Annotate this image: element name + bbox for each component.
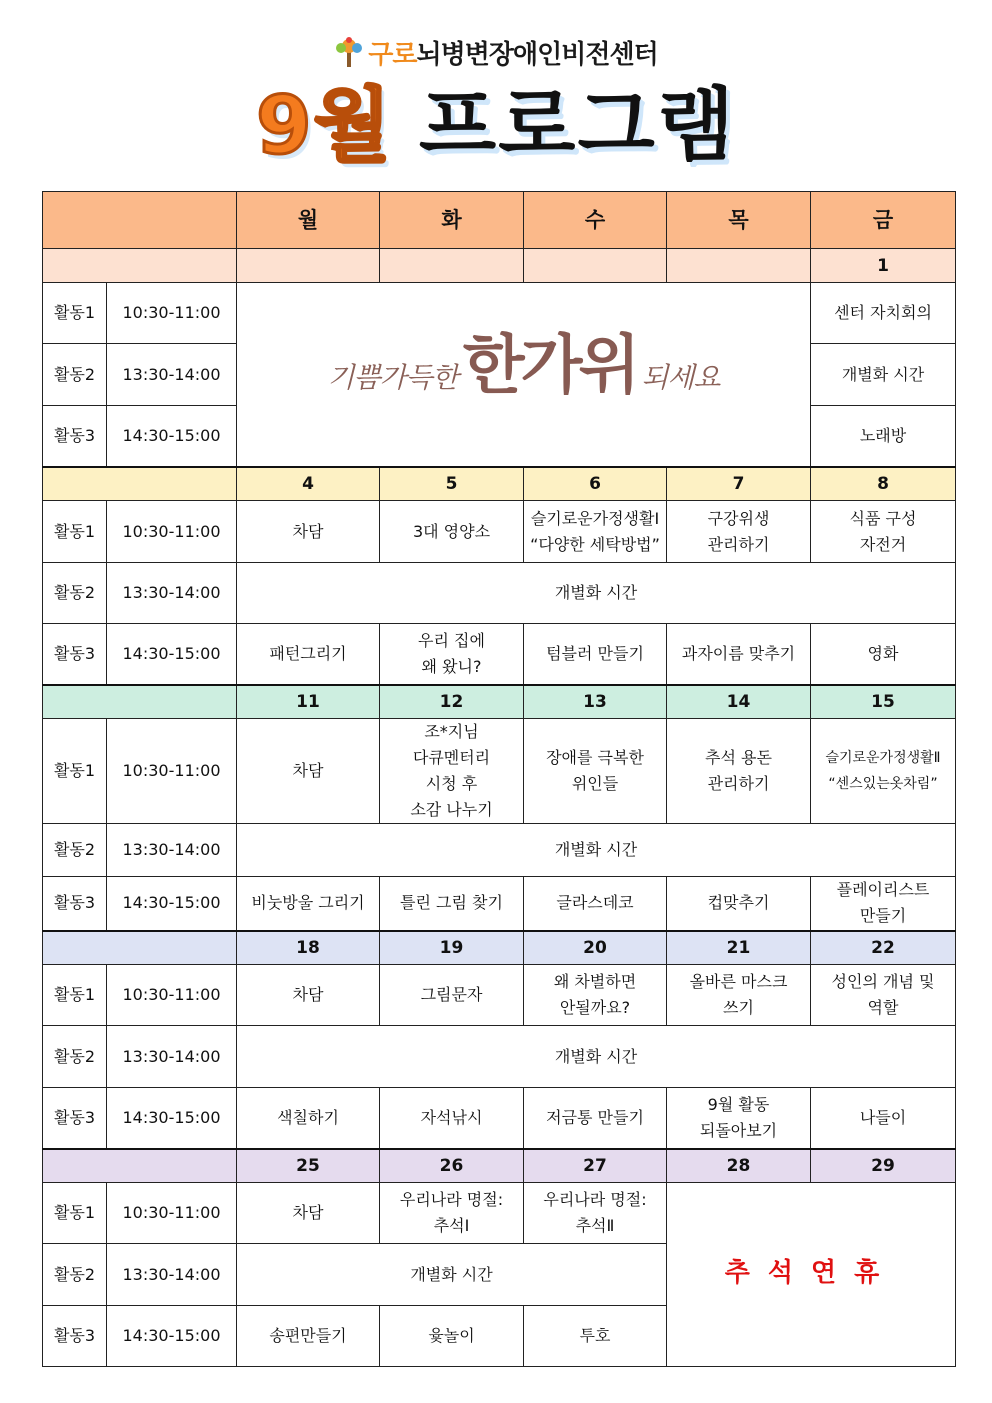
date-row-blank (43, 685, 237, 719)
time-label: 13:30-14:00 (107, 344, 237, 406)
date-cell: 21 (667, 931, 811, 965)
program-cell: 글라스데코 (524, 877, 667, 931)
program-cell: 윷놀이 (380, 1306, 524, 1367)
activity-label: 활동3 (43, 624, 107, 685)
activity-label: 활동1 (43, 501, 107, 563)
activity-label: 활동2 (43, 344, 107, 406)
program-cell: 식품 구성 자전거 (811, 501, 956, 563)
time-label: 13:30-14:00 (107, 824, 237, 877)
date-cell: 4 (237, 467, 380, 501)
page-header (0, 0, 992, 190)
activity-label: 활동2 (43, 1026, 107, 1088)
date-cell (524, 249, 667, 283)
week3-activity1-row (43, 719, 956, 824)
activity-label: 활동1 (43, 719, 107, 824)
day-mon: 월 (237, 192, 380, 249)
week4-activity3-row (43, 1088, 956, 1149)
week2-activity3-row (43, 624, 956, 685)
program-cell: 색칠하기 (237, 1088, 380, 1149)
time-label: 14:30-15:00 (107, 1088, 237, 1149)
program-cell: 그림문자 (380, 965, 524, 1026)
weekday-header-row (43, 192, 956, 249)
program-cell: 9월 활동 되돌아보기 (667, 1088, 811, 1149)
day-tue: 화 (380, 192, 524, 249)
week1-activity1-row (43, 283, 956, 344)
week4-date-row (43, 931, 956, 965)
time-label: 10:30-11:00 (107, 501, 237, 563)
week3-date-row (43, 685, 956, 719)
date-cell (667, 249, 811, 283)
chuseok-holiday-cell (667, 1183, 956, 1367)
week1-date-row (43, 249, 956, 283)
program-cell: 틀린 그림 찾기 (380, 877, 524, 931)
program-cell: 노래방 (811, 406, 956, 467)
program-cell-individual: 개별화 시간 (237, 1026, 956, 1088)
program-cell: 패턴그리기 (237, 624, 380, 685)
title-month: 9월 (255, 79, 393, 172)
program-cell: 차담 (237, 1183, 380, 1244)
title-program: 프로그램 (418, 79, 737, 172)
program-cell: 차담 (237, 719, 380, 824)
program-cell: 우리나라 명절: 추석Ⅱ (524, 1183, 667, 1244)
greeting-text-big: 한가위 (462, 328, 637, 404)
time-label: 10:30-11:00 (107, 283, 237, 344)
date-cell: 6 (524, 467, 667, 501)
date-row-blank (43, 467, 237, 501)
week4-activity1-row (43, 965, 956, 1026)
day-thu: 목 (667, 192, 811, 249)
week5-date-row (43, 1149, 956, 1183)
program-cell: 비눗방울 그리기 (237, 877, 380, 931)
program-cell-individual: 개별화 시간 (237, 824, 956, 877)
program-cell: 왜 차별하면 안될까요? (524, 965, 667, 1026)
program-cell: 슬기로운가정생활Ⅱ “센스있는옷차림” (811, 719, 956, 824)
program-cell: 성인의 개념 및 역할 (811, 965, 956, 1026)
date-cell: 22 (811, 931, 956, 965)
header-blank (43, 192, 237, 249)
week3-activity3-row (43, 877, 956, 931)
greeting-text-2: 되세요 (641, 361, 720, 395)
week5-activity1-row (43, 1183, 956, 1244)
program-cell: 센터 자치회의 (811, 283, 956, 344)
program-cell: 슬기로운가정생활Ⅰ “다양한 세탁방법” (524, 501, 667, 563)
date-cell: 15 (811, 685, 956, 719)
program-cell: 우리나라 명절: 추석Ⅰ (380, 1183, 524, 1244)
program-cell-individual: 개별화 시간 (237, 1244, 667, 1306)
program-cell: 개별화 시간 (811, 344, 956, 406)
program-cell: 자석낚시 (380, 1088, 524, 1149)
program-cell: 조*지님 다큐멘터리 시청 후 소감 나누기 (380, 719, 524, 824)
day-wed: 수 (524, 192, 667, 249)
date-cell: 1 (811, 249, 956, 283)
activity-label: 활동1 (43, 965, 107, 1026)
org-name-rest: 뇌병변장애인비전센터 (416, 40, 658, 70)
time-label: 14:30-15:00 (107, 877, 237, 931)
date-cell (237, 249, 380, 283)
org-name-prefix: 구로 (368, 40, 417, 70)
organization-name (0, 34, 992, 75)
date-cell: 8 (811, 467, 956, 501)
program-cell: 텀블러 만들기 (524, 624, 667, 685)
program-cell: 컵맞추기 (667, 877, 811, 931)
week3-activity2-row (43, 824, 956, 877)
week2-activity1-row (43, 501, 956, 563)
greeting-text-1: 기쁨가득한 (327, 361, 458, 395)
time-label: 13:30-14:00 (107, 1026, 237, 1088)
activity-label: 활동3 (43, 877, 107, 931)
activity-label: 활동3 (43, 1306, 107, 1367)
program-cell: 플레이리스트 만들기 (811, 877, 956, 931)
date-cell: 13 (524, 685, 667, 719)
week2-date-row (43, 467, 956, 501)
time-label: 13:30-14:00 (107, 1244, 237, 1306)
activity-label: 활동1 (43, 283, 107, 344)
program-cell-individual: 개별화 시간 (237, 563, 956, 624)
page-title (0, 78, 992, 174)
date-cell: 20 (524, 931, 667, 965)
time-label: 14:30-15:00 (107, 1306, 237, 1367)
time-label: 14:30-15:00 (107, 624, 237, 685)
date-cell: 19 (380, 931, 524, 965)
program-cell: 영화 (811, 624, 956, 685)
date-cell: 18 (237, 931, 380, 965)
program-cell: 3대 영양소 (380, 501, 524, 563)
time-label: 10:30-11:00 (107, 965, 237, 1026)
program-cell: 구강위생 관리하기 (667, 501, 811, 563)
date-cell (380, 249, 524, 283)
date-cell: 14 (667, 685, 811, 719)
program-cell: 나들이 (811, 1088, 956, 1149)
date-cell: 27 (524, 1149, 667, 1183)
date-cell: 12 (380, 685, 524, 719)
program-cell: 차담 (237, 965, 380, 1026)
tree-logo-icon (334, 36, 364, 75)
activity-label: 활동2 (43, 563, 107, 624)
program-cell: 과자이름 맞추기 (667, 624, 811, 685)
date-row-blank (43, 249, 237, 283)
date-row-blank (43, 1149, 237, 1183)
activity-label: 활동1 (43, 1183, 107, 1244)
week4-activity2-row (43, 1026, 956, 1088)
time-label: 10:30-11:00 (107, 719, 237, 824)
program-cell: 올바른 마스크 쓰기 (667, 965, 811, 1026)
holiday-greeting-art (237, 283, 811, 467)
schedule-table (42, 191, 956, 1367)
chuseok-holiday-label: 추석연휴 (724, 1258, 898, 1288)
day-fri: 금 (811, 192, 956, 249)
activity-label: 활동3 (43, 1088, 107, 1149)
date-cell: 5 (380, 467, 524, 501)
activity-label: 활동2 (43, 824, 107, 877)
date-row-blank (43, 931, 237, 965)
date-cell: 28 (667, 1149, 811, 1183)
week2-activity2-row (43, 563, 956, 624)
date-cell: 25 (237, 1149, 380, 1183)
date-cell: 11 (237, 685, 380, 719)
date-cell: 7 (667, 467, 811, 501)
time-label: 10:30-11:00 (107, 1183, 237, 1244)
program-cell: 우리 집에 왜 왔니? (380, 624, 524, 685)
time-label: 14:30-15:00 (107, 406, 237, 467)
program-cell: 저금통 만들기 (524, 1088, 667, 1149)
program-cell: 송편만들기 (237, 1306, 380, 1367)
date-cell: 26 (380, 1149, 524, 1183)
time-label: 13:30-14:00 (107, 563, 237, 624)
program-cell: 차담 (237, 501, 380, 563)
program-cell: 투호 (524, 1306, 667, 1367)
program-cell: 추석 용돈 관리하기 (667, 719, 811, 824)
program-cell: 장애를 극복한 위인들 (524, 719, 667, 824)
activity-label: 활동2 (43, 1244, 107, 1306)
activity-label: 활동3 (43, 406, 107, 467)
date-cell: 29 (811, 1149, 956, 1183)
